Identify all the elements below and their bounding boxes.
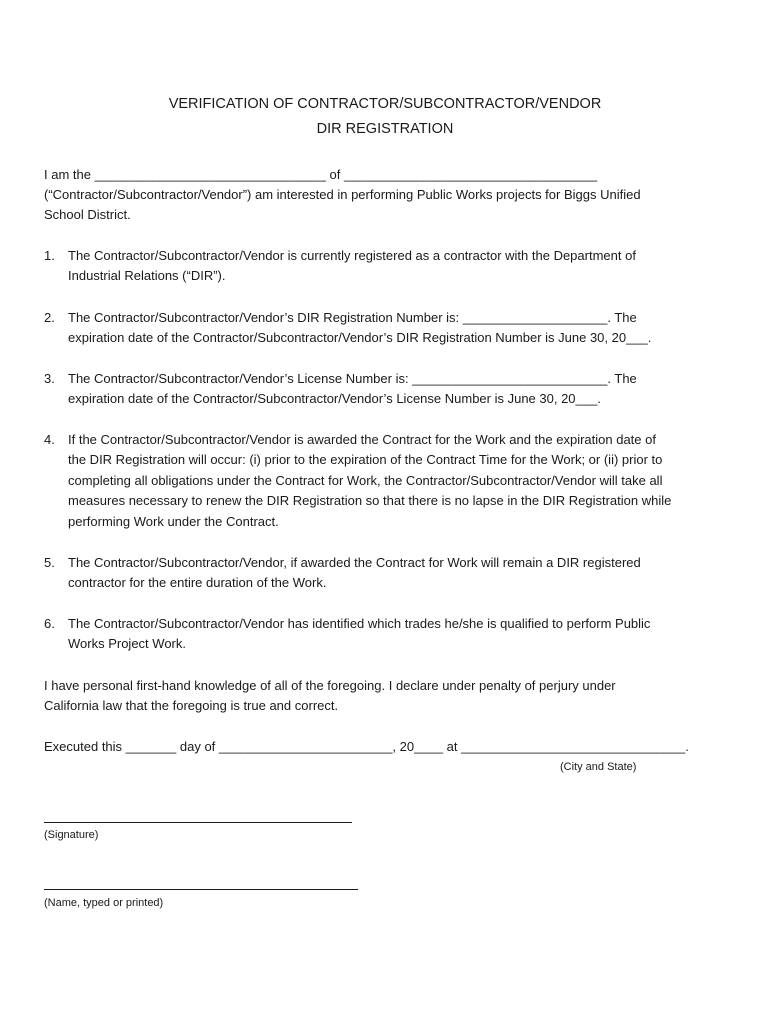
item-number: 3.	[44, 371, 55, 386]
document-title-line2: DIR REGISTRATION	[316, 121, 454, 137]
executed-line: Executed this _______ day of ________________________, 20____ at _______________________________.	[44, 739, 689, 754]
item-line: Works Project Work.	[68, 636, 186, 651]
item-line: Industrial Relations (“DIR”).	[68, 268, 226, 283]
name-line[interactable]	[44, 889, 358, 890]
intro-line-2: (“Contractor/Subcontractor/Vendor”) am interested in performing Public Works projects for Biggs Unified	[44, 187, 641, 202]
item-line: contractor for the entire duration of the Work.	[68, 575, 327, 590]
document-title-line1: VERIFICATION OF CONTRACTOR/SUBCONTRACTOR/VENDOR	[168, 96, 602, 112]
item-line: The Contractor/Subcontractor/Vendor’s DIR Registration Number is: ____________________. The	[68, 310, 637, 325]
signature-line[interactable]	[44, 822, 352, 823]
declaration-line-2: California law that the foregoing is true and correct.	[44, 698, 339, 713]
name-label: (Name, typed or printed)	[44, 897, 164, 909]
intro-line-3: School District.	[44, 207, 131, 222]
item-line: the DIR Registration will occur: (i) prior to the expiration of the Contract Time for the Work; or (ii) prior to	[68, 452, 663, 467]
item-number: 5.	[44, 555, 55, 570]
item-line: If the Contractor/Subcontractor/Vendor is awarded the Contract for the Work and the expiration date of	[68, 432, 656, 447]
declaration-line-1: I have personal first-hand knowledge of all of the foregoing. I declare under penalty of perjury under	[44, 678, 616, 693]
signature-label: (Signature)	[44, 829, 99, 841]
item-line: performing Work under the Contract.	[68, 514, 279, 529]
item-number: 2.	[44, 310, 55, 325]
item-line: The Contractor/Subcontractor/Vendor’s License Number is: ___________________________. The	[68, 371, 637, 386]
intro-i-am-the: I am the ________________________________ of ___________________________________	[44, 167, 598, 182]
item-line: The Contractor/Subcontractor/Vendor, if awarded the Contract for Work will remain a DIR registered	[68, 555, 641, 570]
city-state-label: (City and State)	[560, 761, 637, 773]
item-line: completing all obligations under the Contract for Work, the Contractor/Subcontractor/Vendor will take all	[68, 473, 663, 488]
item-number: 4.	[44, 432, 55, 447]
item-number: 1.	[44, 248, 55, 263]
item-number: 6.	[44, 616, 55, 631]
item-line: The Contractor/Subcontractor/Vendor is currently registered as a contractor with the Department of	[68, 248, 636, 263]
item-line: measures necessary to renew the DIR Registration so that there is no lapse in the DIR Registration while	[68, 493, 672, 508]
item-line: expiration date of the Contractor/Subcontractor/Vendor’s DIR Registration Number is June 30, 20___.	[68, 330, 652, 345]
item-line: The Contractor/Subcontractor/Vendor has identified which trades he/she is qualified to perform Public	[68, 616, 651, 631]
item-line: expiration date of the Contractor/Subcontractor/Vendor’s License Number is June 30, 20___.	[68, 391, 601, 406]
